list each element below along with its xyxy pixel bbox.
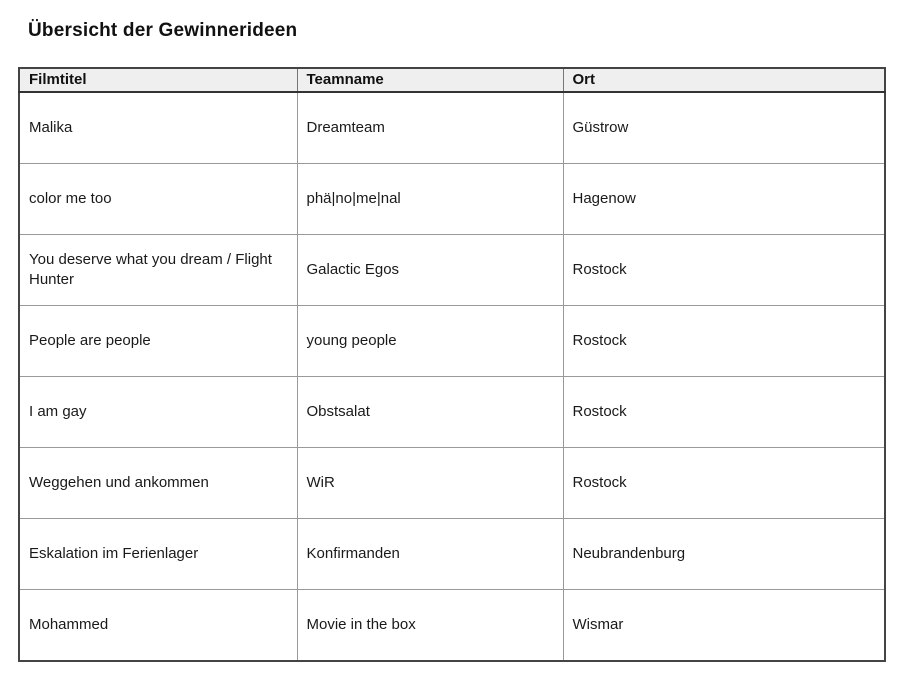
page-title: Übersicht der Gewinnerideen: [28, 20, 298, 41]
column-header-ort: Ort: [563, 68, 885, 92]
table-row: [19, 377, 885, 448]
table-cell: Mohammed: [19, 590, 297, 662]
table-row: [19, 519, 885, 590]
table-cell: Wismar: [563, 590, 885, 662]
table-header: [19, 68, 885, 92]
table-cell: Dreamteam: [297, 92, 563, 164]
table-cell: I am gay: [19, 377, 297, 448]
table-cell: color me too: [19, 164, 297, 235]
table-cell: phä|no|me|nal: [297, 164, 563, 235]
table-cell: Galactic Egos: [297, 235, 563, 306]
table-cell: Obstsalat: [297, 377, 563, 448]
table-cell: Rostock: [563, 235, 885, 306]
table-cell: Malika: [19, 92, 297, 164]
table-row: [19, 164, 885, 235]
winners-table: [18, 67, 886, 662]
table-row: [19, 448, 885, 519]
table-cell: Rostock: [563, 448, 885, 519]
table-row: [19, 590, 885, 662]
table-row: [19, 235, 885, 306]
table-cell: Rostock: [563, 377, 885, 448]
table-cell: Weggehen und ankommen: [19, 448, 297, 519]
table-cell: Neubrandenburg: [563, 519, 885, 590]
table-cell: WiR: [297, 448, 563, 519]
table-cell: Güstrow: [563, 92, 885, 164]
table-cell: young people: [297, 306, 563, 377]
table-cell: Konfirmanden: [297, 519, 563, 590]
table-cell: Rostock: [563, 306, 885, 377]
table-row: [19, 306, 885, 377]
table-cell: Hagenow: [563, 164, 885, 235]
table-cell: People are people: [19, 306, 297, 377]
table-cell: You deserve what you dream / Flight Hunter: [19, 235, 297, 306]
column-header-filmtitel: Filmtitel: [19, 68, 297, 92]
table-body: [19, 92, 885, 661]
table-cell: Movie in the box: [297, 590, 563, 662]
header-row: [19, 68, 885, 92]
table-row: [19, 92, 885, 164]
column-header-teamname: Teamname: [297, 68, 563, 92]
table-cell: Eskalation im Ferienlager: [19, 519, 297, 590]
